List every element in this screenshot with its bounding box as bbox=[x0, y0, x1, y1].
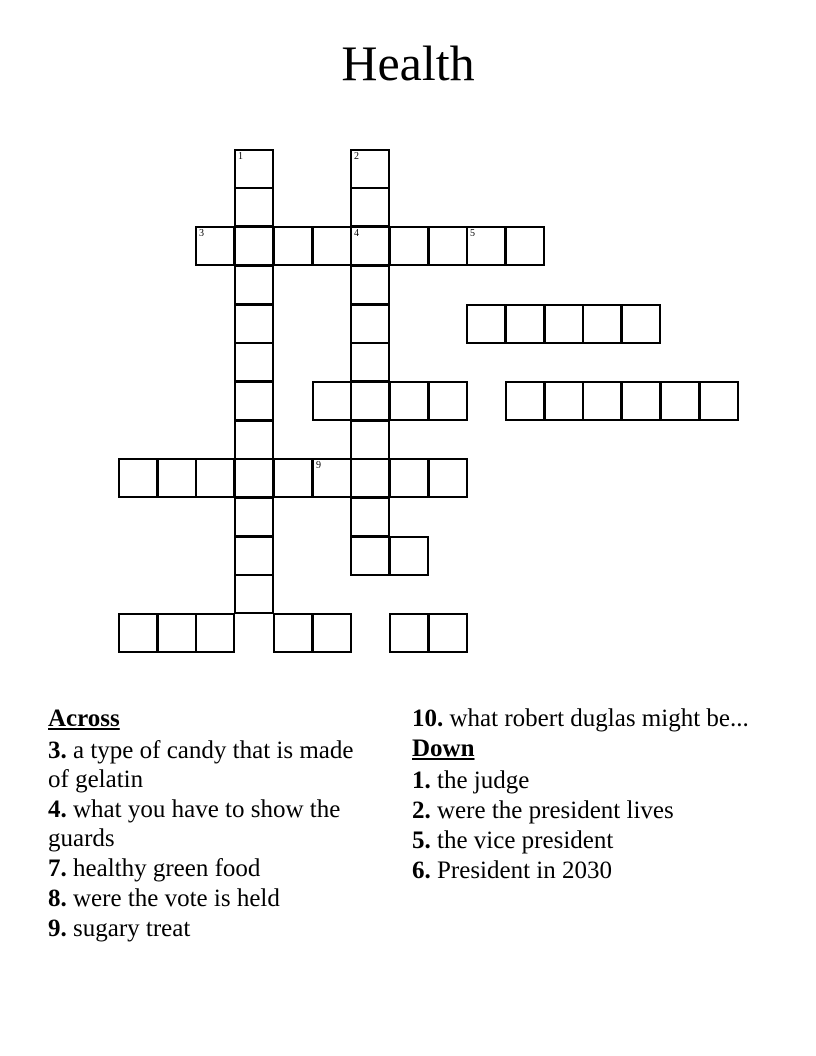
grid-cell[interactable] bbox=[234, 497, 274, 537]
grid-cell[interactable] bbox=[350, 342, 390, 382]
clue-across-7: 7. healthy green food bbox=[48, 855, 261, 882]
across-heading: Across bbox=[48, 705, 120, 732]
grid-cell[interactable] bbox=[350, 304, 390, 344]
clue-down-2: 2. were the president lives bbox=[412, 797, 674, 824]
clue-number: 5 bbox=[470, 228, 475, 239]
grid-cell[interactable] bbox=[389, 458, 429, 498]
grid-cell[interactable] bbox=[389, 613, 429, 653]
grid-cell[interactable] bbox=[350, 497, 390, 537]
grid-cell[interactable] bbox=[428, 613, 468, 653]
grid-cell[interactable] bbox=[312, 381, 352, 421]
grid-cell[interactable] bbox=[118, 458, 158, 498]
clue-across-3: 3. a type of candy that is made of gelatin bbox=[48, 737, 354, 793]
grid-cell[interactable] bbox=[157, 458, 197, 498]
grid-cell[interactable] bbox=[234, 574, 274, 614]
clue-across-9: 9. sugary treat bbox=[48, 915, 191, 942]
grid-cell[interactable] bbox=[157, 613, 197, 653]
grid-cell[interactable] bbox=[621, 381, 661, 421]
grid-cell[interactable] bbox=[544, 381, 584, 421]
clues-column-right bbox=[412, 704, 772, 886]
clue-number: 9 bbox=[316, 460, 321, 471]
clue-number: 4 bbox=[354, 228, 359, 239]
grid-cell[interactable] bbox=[234, 420, 274, 460]
grid-cell[interactable] bbox=[234, 149, 274, 189]
clue-down-5: 5. the vice president bbox=[412, 827, 614, 854]
clue-number: 2 bbox=[354, 151, 359, 162]
grid-cell[interactable] bbox=[582, 304, 622, 344]
grid-cell[interactable] bbox=[118, 613, 158, 653]
grid-cell[interactable] bbox=[505, 226, 545, 266]
clue-number: 1 bbox=[238, 151, 243, 162]
clue-down-6: 6. President in 2030 bbox=[412, 857, 612, 884]
grid-cell[interactable] bbox=[312, 458, 352, 498]
grid-cell[interactable] bbox=[234, 304, 274, 344]
grid-cell[interactable] bbox=[234, 187, 274, 227]
grid-cell[interactable] bbox=[350, 226, 390, 266]
grid-cell[interactable] bbox=[350, 536, 390, 576]
grid-cell[interactable] bbox=[466, 226, 506, 266]
grid-cell[interactable] bbox=[428, 458, 468, 498]
grid-cell[interactable] bbox=[234, 265, 274, 305]
grid-cell[interactable] bbox=[350, 149, 390, 189]
clue-number: 3 bbox=[199, 228, 204, 239]
grid-cell[interactable] bbox=[428, 381, 468, 421]
clue-across-4: 4. what you have to show the guards bbox=[48, 796, 341, 852]
grid-cell[interactable] bbox=[505, 304, 545, 344]
grid-cell[interactable] bbox=[466, 304, 506, 344]
grid-cell[interactable] bbox=[234, 458, 274, 498]
grid-cell[interactable] bbox=[273, 458, 313, 498]
grid-cell[interactable] bbox=[350, 265, 390, 305]
grid-cell[interactable] bbox=[428, 226, 468, 266]
grid-cell[interactable] bbox=[621, 304, 661, 344]
grid-cell[interactable] bbox=[505, 381, 545, 421]
grid-cell[interactable] bbox=[234, 226, 274, 266]
grid-cell[interactable] bbox=[234, 536, 274, 576]
grid-cell[interactable] bbox=[699, 381, 739, 421]
grid-cell[interactable] bbox=[660, 381, 700, 421]
grid-cell[interactable] bbox=[350, 187, 390, 227]
grid-cell[interactable] bbox=[389, 381, 429, 421]
grid-cell[interactable] bbox=[389, 226, 429, 266]
grid-cell[interactable] bbox=[195, 613, 235, 653]
clues-column-left bbox=[48, 704, 378, 944]
grid-cell[interactable] bbox=[273, 226, 313, 266]
grid-cell[interactable] bbox=[389, 536, 429, 576]
grid-cell[interactable] bbox=[273, 613, 313, 653]
grid-cell[interactable] bbox=[234, 381, 274, 421]
grid-cell[interactable] bbox=[350, 420, 390, 460]
grid-cell[interactable] bbox=[195, 458, 235, 498]
clue-across-8: 8. were the vote is held bbox=[48, 885, 280, 912]
clue-down-1: 1. the judge bbox=[412, 767, 530, 794]
grid-cell[interactable] bbox=[312, 613, 352, 653]
grid-cell[interactable] bbox=[350, 458, 390, 498]
clue-across-10: 10. what robert duglas might be... bbox=[412, 705, 749, 732]
grid-cell[interactable] bbox=[350, 381, 390, 421]
grid-cell[interactable] bbox=[195, 226, 235, 266]
grid-cell[interactable] bbox=[234, 342, 274, 382]
puzzle-title: Health bbox=[341, 35, 475, 91]
grid-cell[interactable] bbox=[312, 226, 352, 266]
down-heading: Down bbox=[412, 735, 475, 762]
grid-cell[interactable] bbox=[582, 381, 622, 421]
grid-cell[interactable] bbox=[544, 304, 584, 344]
